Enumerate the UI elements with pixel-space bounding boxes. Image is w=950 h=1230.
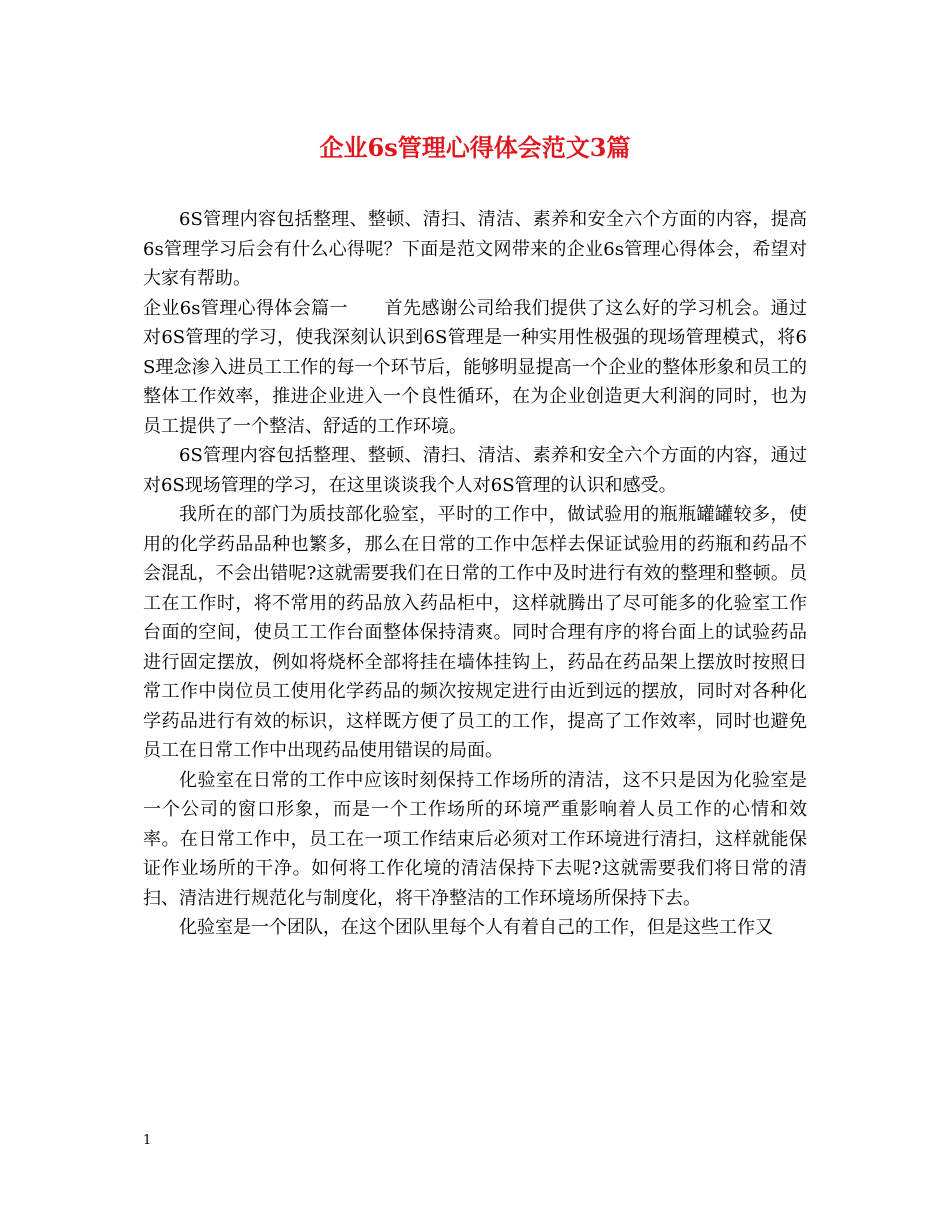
paragraph-lab-organizing: 我所在的部门为质技部化验室，平时的工作中，做试验用的瓶瓶罐罐较多，使用的化学药品品种也繁多，那么在日常的工作中怎样去保证试验用的药瓶和药品不会混乱，不会出错呢?这就需要我们在日常的工作中及时进行有效的整理和整顿。员工在工作时，将不常用的药品放入药品柜中，这样就腾出了尽可能多的化验室工作台面的空间，使员工工作台面整体保持清爽。同时合理有序的将台面上的试验药品进行固定摆放，例如将烧杯全部将挂在墙体挂钩上，药品在药品架上摆放时按照日常工作中岗位员工使用化学药品的频次按规定进行由近到远的摆放，同时对各种化学药品进行有效的标识，这样既方便了员工的工作，提高了工作效率，同时也避免员工在日常工作中出现药品使用错误的局面。 bbox=[143, 504, 807, 761]
page-number: 1 bbox=[143, 1133, 152, 1148]
document-title: 企业6s管理心得体会范文3篇 bbox=[319, 133, 631, 162]
paragraph-part-one: 企业6s管理心得体会篇一 首先感谢公司给我们提供了这么好的学习机会。通过对6S管理的学习，使我深刻认识到6S管理是一种实用性极强的现场管理模式，将6S理念渗入进员工工作的每一个环节后，能够明显提高一个企业的整体形象和员工的整体工作效率，推进企业进入一个良性循环，在为企业创造更大利润的同时，也为员工提供了一个整洁、舒适的工作环境。 bbox=[143, 297, 807, 437]
paragraph-intro: 6S管理内容包括整理、整顿、清扫、清洁、素养和安全六个方面的内容，提高6s管理学习后会有什么心得呢？下面是范文网带来的企业6s管理心得体会，希望对大家有帮助。 bbox=[143, 209, 807, 289]
document-body bbox=[143, 205, 807, 943]
paragraph-6s-contents: 6S管理内容包括整理、整顿、清扫、清洁、素养和安全六个方面的内容，通过对6S现场管理的学习，在这里谈谈我个人对6S管理的认识和感受。 bbox=[143, 445, 807, 496]
paragraph-lab-team: 化验室是一个团队，在这个团队里每个人有着自己的工作，但是这些工作又 bbox=[179, 917, 773, 938]
paragraph-lab-cleaning: 化验室在日常的工作中应该时刻保持工作场所的清洁，这不只是因为化验室是一个公司的窗口形象，而是一个工作场所的环境严重影响着人员工作的心情和效率。在日常工作中，员工在一项工作结束后必须对工作环境进行清扫，这样就能保证作业场所的干净。如何将工作化境的清洁保持下去呢?这就需要我们将日常的清扫、清洁进行规范化与制度化，将干净整洁的工作环境场所保持下去。 bbox=[143, 769, 807, 909]
